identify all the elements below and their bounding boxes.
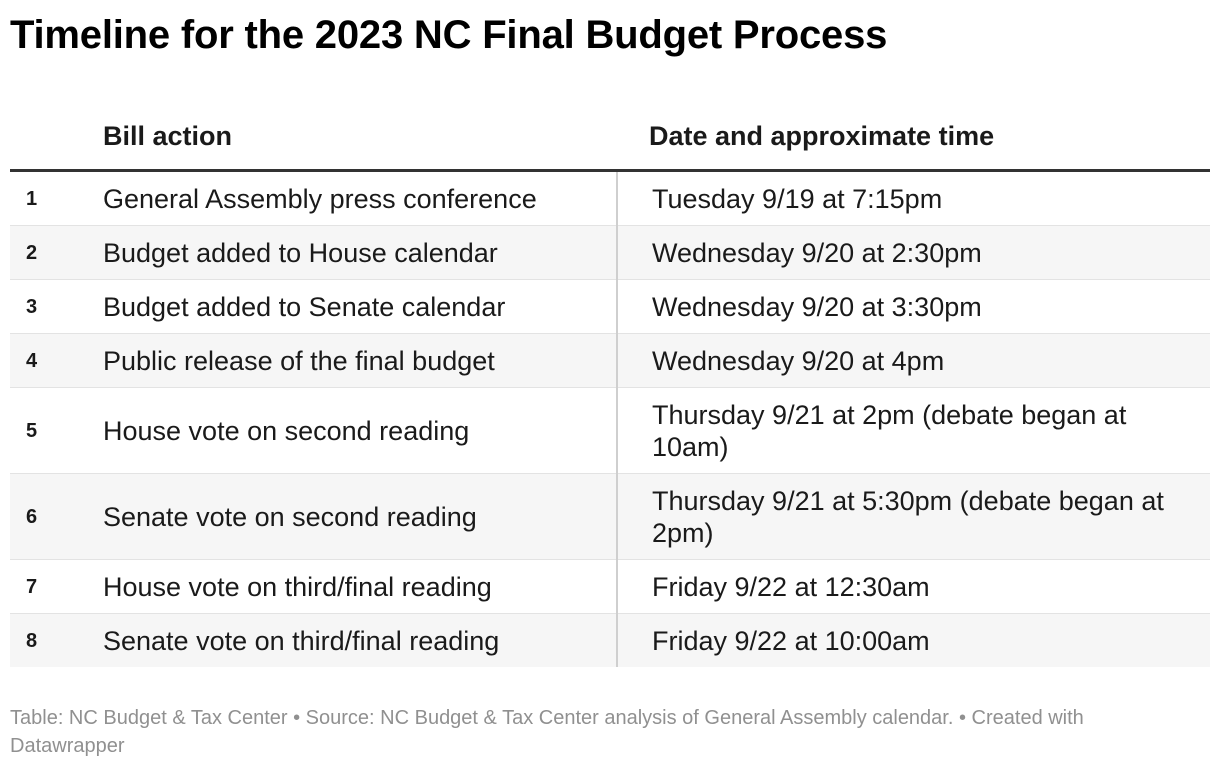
row-date-time: Tuesday 9/19 at 7:15pm (617, 171, 1210, 226)
header-date-time: Date and approximate time (617, 103, 1210, 171)
row-bill-action: Senate vote on third/final reading (103, 625, 500, 656)
row-number: 1 (26, 187, 38, 210)
row-bill-action: General Assembly press conference (103, 183, 537, 214)
row-bill-action: House vote on second reading (103, 415, 470, 446)
table-row (10, 560, 1210, 614)
row-bill-action: Public release of the final budget (103, 345, 495, 376)
row-bill-action: Senate vote on second reading (103, 501, 477, 532)
row-bill-action: Budget added to Senate calendar (103, 291, 506, 322)
table-row (10, 226, 1210, 280)
row-bill-action: Budget added to House calendar (103, 237, 498, 268)
row-date-time: Thursday 9/21 at 5:30pm (debate began at 2pm) (617, 474, 1210, 560)
row-date-time: Wednesday 9/20 at 2:30pm (617, 226, 1210, 280)
header-number (10, 103, 103, 171)
row-date-time: Friday 9/22 at 10:00am (617, 614, 1210, 668)
chart-footer-source: Table: NC Budget & Tax Center • Source: NC Budget & Tax Center analysis of General Assembly calendar. • Created with Datawrapper (10, 707, 1084, 757)
table-row (10, 171, 1210, 226)
row-date-time: Wednesday 9/20 at 3:30pm (617, 280, 1210, 334)
table-row (10, 388, 1210, 474)
table-row (10, 280, 1210, 334)
table-header-row (10, 103, 1210, 171)
row-date-time: Thursday 9/21 at 2pm (debate began at 10am) (617, 388, 1210, 474)
row-bill-action: House vote on third/final reading (103, 571, 492, 602)
row-number: 5 (26, 419, 38, 442)
table-row (10, 614, 1210, 668)
budget-timeline-table (10, 103, 1210, 667)
row-number: 4 (26, 349, 38, 372)
row-number: 7 (26, 575, 38, 598)
row-date-time: Wednesday 9/20 at 4pm (617, 334, 1210, 388)
row-number: 3 (26, 295, 38, 318)
row-number: 2 (26, 241, 38, 264)
chart-title: Timeline for the 2023 NC Final Budget Process (10, 13, 888, 57)
row-number: 8 (26, 629, 38, 652)
row-number: 6 (26, 505, 38, 528)
table-row (10, 474, 1210, 560)
row-date-time: Friday 9/22 at 12:30am (617, 560, 1210, 614)
table-row (10, 334, 1210, 388)
header-bill-action: Bill action (103, 103, 617, 171)
